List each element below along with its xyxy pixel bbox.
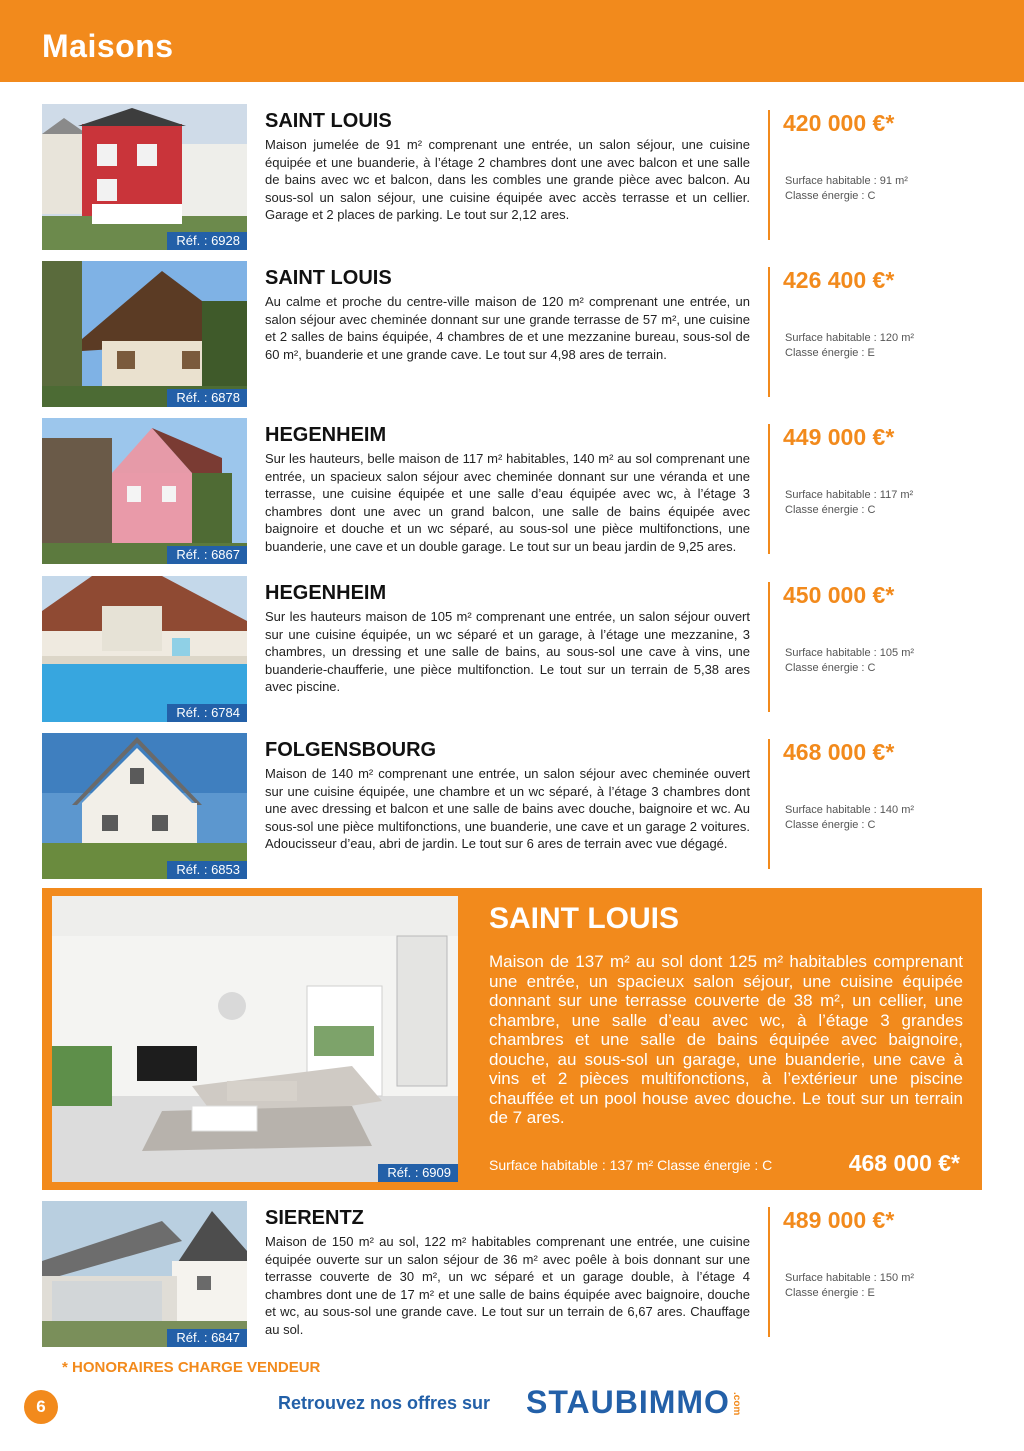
listing-description: Sur les hauteurs maison de 105 m² comprenant une entrée, un salon séjour ouvert sur une cuisine équipée, un wc séparé et un garage, à l’étage une mezzanine, 3 chambres, un dressing et une salle de bains, au sous-sol une cave à vins, une buanderie-chaufferie, une pièce multifonction. Le tout sur un terrain de 5,38 ares avec piscine. (265, 609, 750, 694)
listing-price: 489 000 €* (783, 1207, 895, 1233)
reference-label: Réf. : 6928 (167, 232, 247, 250)
featured-price: 468 000 €* (848, 1150, 960, 1176)
listing-details (785, 803, 914, 833)
featured-details: Surface habitable : 137 m² Classe énergie : C (489, 1157, 773, 1173)
featured-listing[interactable] (42, 888, 982, 1190)
listing-description: Sur les hauteurs, belle maison de 117 m² habitables, 140 m² au sol comprenant une entrée, un spacieux salon séjour avec cheminée donnant sur une véranda et une terrasse, une cuisine équipée et une salle d’eau équipée avec wc, à l’étage 3 chambres dont une avec un grand balcon, une salle de bains équipée avec baignoire et douche et un wc séparé, au sous-sol une pièce multifonctions, une buanderie, une cave et un double garage. Le tout sur un beau jardin de 9,25 ares. (265, 451, 750, 554)
listing-card[interactable] (42, 576, 982, 722)
listing-card[interactable] (42, 1201, 982, 1347)
listing-card[interactable] (42, 418, 982, 564)
surface-area: Surface habitable : 91 m² (785, 175, 908, 187)
listing-card[interactable] (42, 261, 982, 407)
energy-class: Classe énergie : C (785, 662, 876, 674)
divider (768, 267, 770, 397)
divider (768, 424, 770, 554)
brand-logo[interactable]: STAUBIMMO (526, 1384, 730, 1420)
featured-city: SAINT LOUIS (489, 902, 680, 935)
listing-photo[interactable] (42, 418, 247, 564)
listing-city: SIERENTZ (265, 1207, 364, 1229)
surface-area: Surface habitable : 120 m² (785, 332, 915, 344)
listing-photo[interactable] (42, 104, 247, 250)
surface-area: Surface habitable : 150 m² (785, 1272, 915, 1284)
reference-label: Réf. : 6878 (167, 389, 247, 407)
divider (768, 110, 770, 240)
energy-class: Classe énergie : C (785, 504, 876, 516)
page-number: 6 (24, 1390, 58, 1424)
listing-price: 420 000 €* (783, 110, 895, 136)
listing-photo[interactable] (42, 261, 247, 407)
reference-label: Réf. : 6909 (378, 1164, 458, 1182)
reference-label: Réf. : 6784 (167, 704, 247, 722)
listing-price: 449 000 €* (783, 424, 895, 450)
listing-city: SAINT LOUIS (265, 267, 392, 289)
reference-label: Réf. : 6867 (167, 546, 247, 564)
listing-city: FOLGENSBOURG (265, 739, 437, 761)
brand-domain: .com (731, 1392, 742, 1416)
divider (768, 1207, 770, 1337)
listing-photo[interactable] (42, 733, 247, 879)
section-title: Maisons (42, 28, 174, 64)
footer-tagline: Retrouvez nos offres sur (278, 1393, 491, 1413)
energy-class: Classe énergie : E (785, 347, 875, 359)
listing-price: 468 000 €* (783, 739, 895, 765)
listing-price: 426 400 €* (783, 267, 895, 293)
fees-note: * HONORAIRES CHARGE VENDEUR (62, 1359, 321, 1376)
listing-details (785, 331, 914, 361)
listing-city: SAINT LOUIS (265, 110, 392, 132)
listing-details (785, 646, 914, 676)
listing-description: Maison jumelée de 91 m² comprenant une entrée, un salon séjour, une cuisine équipée et une buanderie, à l’étage 2 chambres dont une avec balcon et une salle de bains avec wc et balcon, dans les combles une grande pièce avec balcon. Au sous-sol un salon séjour, une cuisine équipée avec accès terrasse et un cellier. Garage et 2 places de parking. Le tout sur 2,12 ares. (265, 137, 750, 222)
listing-photo[interactable] (42, 1201, 247, 1347)
listing-card[interactable] (42, 104, 982, 250)
reference-label: Réf. : 6847 (167, 1329, 247, 1347)
listing-description: Maison de 140 m² comprenant une entrée, un salon séjour avec cheminée ouvert sur une cuisine équipée, une chambre et un wc séparé, à l’étage 3 chambres dont une avec dressing et balcon et une salle de bains avec douche, baignoire et wc. Au sous-sol une pièce multifonctions, une buanderie, une cave et un garage 2 voitures. Adoucisseur d’eau, abri de jardin. Le tout sur 6 ares de terrain avec vue dégagé. (265, 766, 750, 851)
featured-photo[interactable] (52, 896, 458, 1182)
listing-city: HEGENHEIM (265, 424, 387, 446)
listing-details (785, 1271, 914, 1301)
listing-price: 450 000 €* (783, 582, 895, 608)
listing-description: Maison de 150 m² au sol, 122 m² habitables comprenant une entrée, une cuisine équipée ouverte sur un salon séjour de 36 m² avec poêle à bois donnant sur une terrasse couverte de 30 m², un wc séparé et un garage double, à l’étage 4 chambres dont une de 17 m² et une salle de bains équipée avec baignoire, douche et wc, au sous-sol une grande cave. Le tout sur un terrain de 6,67 ares. Chauffage au sol. (265, 1234, 750, 1337)
listing-description: Au calme et proche du centre-ville maison de 120 m² comprenant une entrée, un salon séjour avec cheminée donnant sur une grande terrasse de 57 m², une cuisine et 2 salles de bains équipée, 4 chambres de et une mezzanine bureau, sous-sol de 60 m², buanderie et une grande cave. Le tout sur 4,98 ares de terrain. (265, 294, 750, 362)
featured-description: Maison de 137 m² au sol dont 125 m² habitables comprenant une entrée, un spacieux salon séjour, une cuisine équipée donnant sur une terrasse couverte de 38 m², un cellier, une chambre, une salle d’eau avec wc, à l’étage 3 grandes chambres et une salle de bains équipée avec baignoire, douche, au sous-sol un garage, une buanderie, une cave à vins et 2 pièces multifonctions, à l’extérieur une piscine chauffée et un pool house avec douche. Le tout sur un terrain de 7 ares. (489, 952, 963, 1127)
surface-area: Surface habitable : 117 m² (785, 489, 914, 501)
listing-details (785, 488, 913, 518)
surface-area: Surface habitable : 140 m² (785, 804, 915, 816)
section-header (0, 0, 1024, 82)
divider (768, 582, 770, 712)
reference-label: Réf. : 6853 (167, 861, 247, 879)
divider (768, 739, 770, 869)
listing-details (785, 174, 908, 204)
listing-card[interactable] (42, 733, 982, 879)
listing-city: HEGENHEIM (265, 582, 387, 604)
surface-area: Surface habitable : 105 m² (785, 647, 915, 659)
energy-class: Classe énergie : C (785, 190, 876, 202)
energy-class: Classe énergie : E (785, 1287, 875, 1299)
listing-photo[interactable] (42, 576, 247, 722)
energy-class: Classe énergie : C (785, 819, 876, 831)
